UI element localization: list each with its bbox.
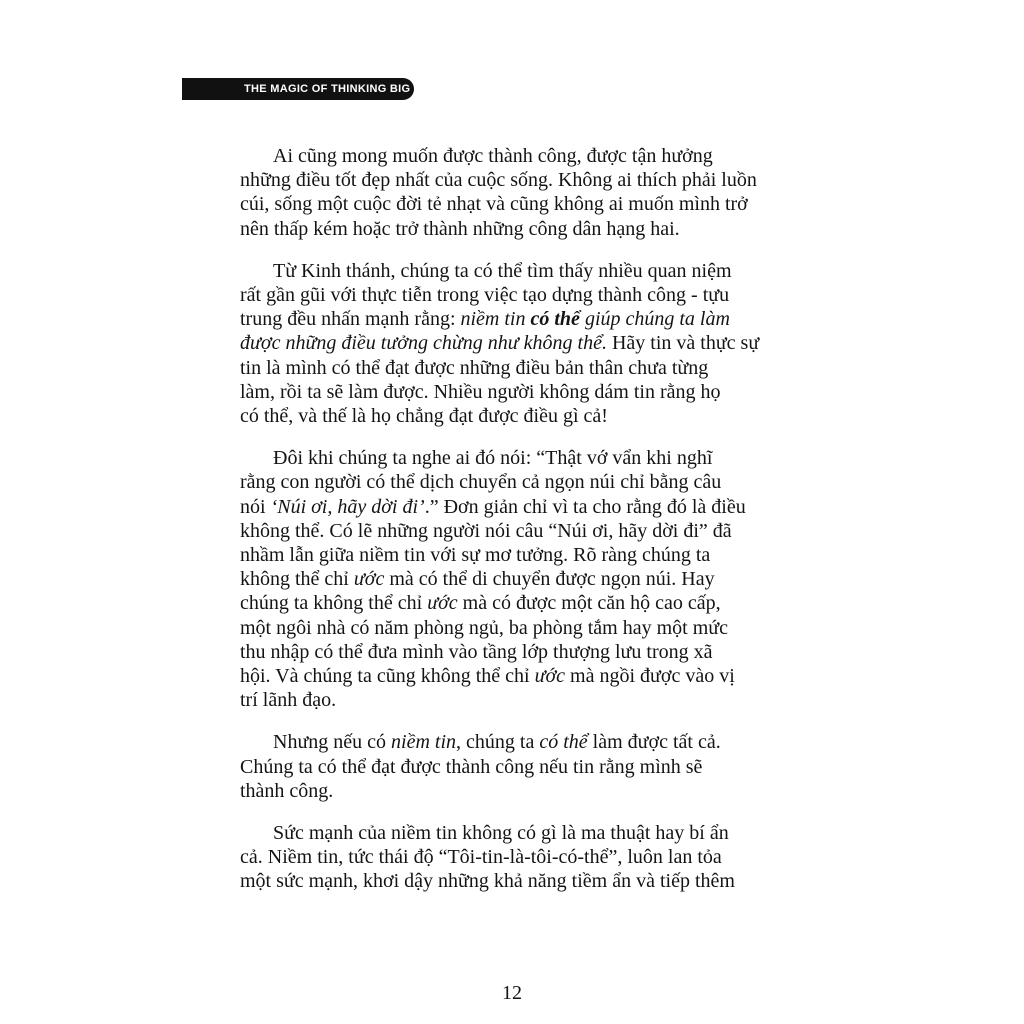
text-segment: cả. Niềm tin, tức thái độ “Tôi-tin-là-tôi-có-thể”, luôn lan tỏa	[240, 846, 722, 869]
text-segment: thu nhập có thể đưa mình vào tầng lớp thượng lưu trong xã	[240, 640, 713, 663]
paragraph	[240, 144, 800, 241]
text-segment: Hãy tin và thực sự	[606, 332, 760, 355]
emphasis-text: giúp chúng ta làm	[579, 308, 730, 331]
emphasis-text: ước	[427, 592, 458, 615]
text-segment: nên thấp kém hoặc trở thành những công dân hạng hai.	[240, 217, 680, 240]
text-segment: có thể, và thế là họ chẳng đạt được điều gì cả!	[240, 405, 608, 428]
text-segment: chúng ta không thể chỉ	[240, 592, 428, 615]
text-segment: một ngôi nhà có năm phòng ngủ, ba phòng tắm hay một mức	[240, 616, 728, 639]
text-line	[240, 259, 800, 283]
emphasis-text: niềm tin	[460, 308, 531, 331]
text-segment: , chúng ta	[456, 731, 540, 754]
paragraph	[240, 259, 800, 428]
paragraph	[240, 821, 800, 894]
text-segment: trung đều nhấn mạnh rằng:	[240, 308, 461, 331]
emphasis-text: có thể	[539, 731, 588, 754]
text-line	[240, 283, 800, 307]
text-line	[240, 217, 800, 241]
text-line	[240, 821, 800, 845]
text-line	[240, 404, 800, 428]
text-segment: Ai cũng mong muốn được thành công, được tận hưởng	[273, 145, 713, 167]
text-line	[240, 380, 800, 404]
text-line	[240, 755, 800, 779]
text-segment: thành công.	[240, 779, 334, 802]
text-segment: mà có được một căn hộ cao cấp,	[457, 592, 721, 615]
text-line	[240, 664, 800, 688]
text-segment: Sức mạnh của niềm tin không có gì là ma thuật hay bí ẩn	[273, 822, 729, 845]
text-line	[240, 168, 800, 192]
text-line	[240, 845, 800, 869]
text-line	[240, 331, 800, 355]
text-segment: Chúng ta có thể đạt được thành công nếu tin rằng mình sẽ	[240, 755, 703, 778]
text-segment: tin là mình có thể đạt được những điều bản thân chưa từng	[240, 356, 709, 379]
emphasis-text: ước	[534, 665, 566, 688]
text-line	[240, 470, 800, 494]
text-line	[240, 543, 800, 567]
text-line	[240, 591, 800, 615]
text-segment: rằng con người có thể dịch chuyển cả ngọn núi chỉ bằng câu	[240, 471, 722, 494]
text-segment: làm, rồi ta sẽ làm được. Nhiều người không dám tin rằng họ	[240, 380, 721, 403]
emphasis-text: có thể	[530, 308, 580, 331]
text-line	[240, 567, 800, 591]
text-line	[240, 144, 800, 168]
text-segment: mà ngồi được vào vị	[565, 665, 735, 688]
text-segment: nhầm lẫn giữa niềm tin với sự mơ tưởng. Rõ ràng chúng ta	[240, 544, 711, 567]
text-segment: Đôi khi chúng ta nghe ai đó nói: “Thật vớ vẩn khi nghĩ	[273, 447, 713, 470]
emphasis-text: được những điều tưởng chừng như không thể.	[240, 332, 607, 355]
text-segment: không thể chỉ	[240, 568, 354, 591]
text-segment: một sức mạnh, khơi dậy những khả năng tiềm ẩn và tiếp thêm	[240, 870, 735, 893]
emphasis-text: niềm tin	[391, 731, 457, 754]
text-line	[240, 446, 800, 470]
page-number: 12	[502, 982, 522, 1004]
text-line	[240, 616, 800, 640]
running-header: THE MAGIC OF THINKING BIG	[182, 78, 414, 100]
text-segment: làm được tất cả.	[587, 731, 721, 754]
paragraph	[240, 446, 800, 712]
paragraph	[240, 730, 800, 803]
text-segment: Nhưng nếu có	[273, 731, 392, 754]
text-line	[240, 640, 800, 664]
text-segment: mà có thể di chuyển được ngọn núi. Hay	[384, 568, 715, 591]
emphasis-text: ước	[353, 568, 385, 591]
text-line	[240, 192, 800, 216]
text-segment: không thể. Có lẽ những người nói câu “Núi ơi, hãy dời đi” đã	[240, 519, 732, 542]
text-line	[240, 688, 800, 712]
text-line	[240, 495, 800, 519]
body-text	[240, 144, 800, 912]
text-segment: Từ Kinh thánh, chúng ta có thể tìm thấy nhiều quan niệm	[273, 259, 732, 282]
text-line	[240, 869, 800, 893]
text-line	[240, 307, 800, 331]
text-line	[240, 519, 800, 543]
text-segment: nói	[240, 495, 271, 518]
emphasis-text: ‘Núi ơi, hãy dời đi’	[270, 495, 425, 518]
text-segment: .” Đơn giản chỉ vì ta cho rằng đó là điều	[424, 495, 746, 518]
text-segment: trí lãnh đạo.	[240, 689, 337, 712]
text-line	[240, 730, 800, 754]
text-segment: những điều tốt đẹp nhất của cuộc sống. Không ai thích phải luồn	[240, 169, 757, 192]
text-segment: rất gần gũi với thực tiễn trong việc tạo dựng thành công - tựu	[240, 284, 730, 307]
text-line	[240, 779, 800, 803]
text-line	[240, 356, 800, 380]
text-segment: cúi, sống một cuộc đời tẻ nhạt và cũng không ai muốn mình trở	[240, 193, 748, 216]
text-segment: hội. Và chúng ta cũng không thể chỉ	[240, 665, 535, 688]
